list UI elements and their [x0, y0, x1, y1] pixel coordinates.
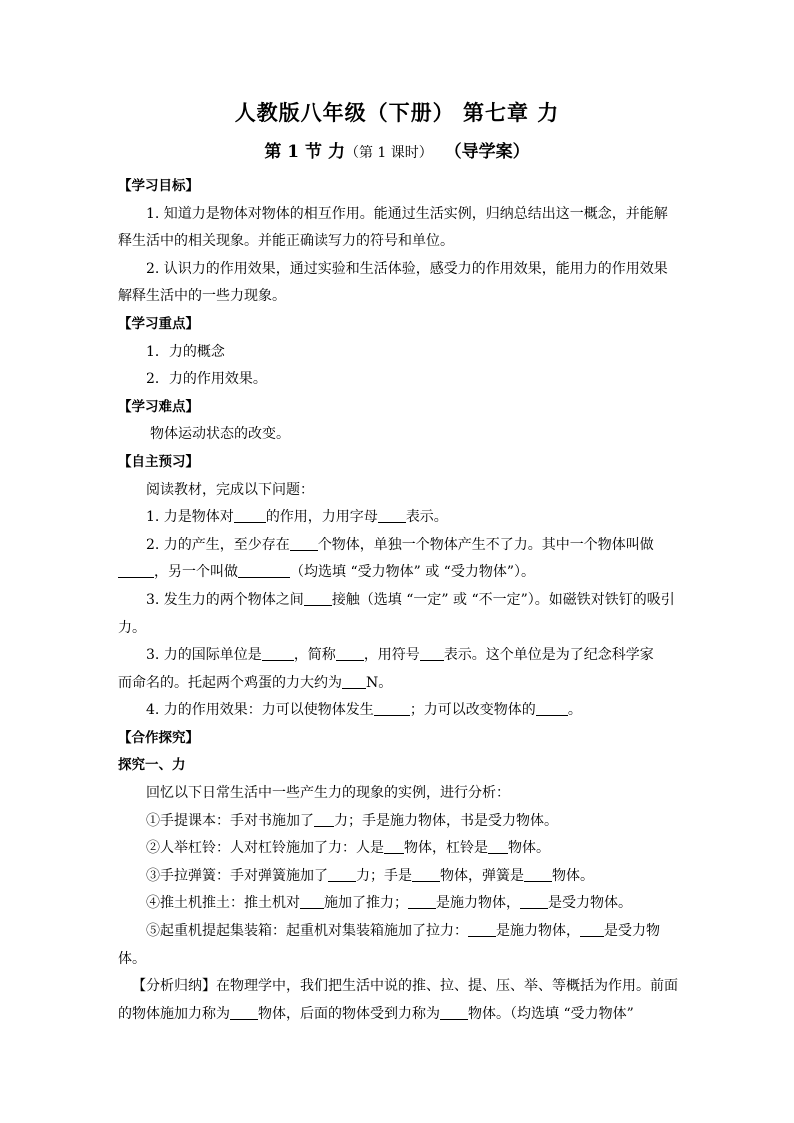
blank-field[interactable] [304, 591, 332, 606]
blank-field[interactable] [230, 1005, 258, 1020]
blank-field[interactable] [378, 508, 406, 523]
goals-heading: 【学习目标】 [118, 178, 199, 194]
doc-type-label: （导学案） [444, 142, 530, 162]
goal-item-2: 2. 认识力的作用效果，通过实验和生活体验，感受力的作用效果，能用力的作用效果解释生活中的一些力现象。 [118, 260, 668, 305]
preview-question-2: 2. 力的产生，至少存在 个物体，单独一个物体产生不了力。其中一个物体叫做，另一个叫做 （均选填 “受力物体” 或 “受力物体”）。 [118, 532, 678, 587]
preview-question-5: 4. 力的作用效果：力可以使物体发生 ；力可以改变物体的 。 [146, 702, 582, 719]
explore-example-4: ④推土机推土：推土机对 施加了推力； 是施力物体， 是受力物体。 [146, 895, 632, 912]
explore-intro: 回忆以下日常生活中一些产生力的现象的实例，进行分析： [146, 785, 510, 802]
preview-question-4: 3. 力的国际单位是 ，简称 ，用符号 表示。这个单位是为了纪念科学家 而命名的。托起两个鸡蛋的力大约为 N。 [118, 647, 654, 691]
blank-field[interactable] [262, 646, 294, 661]
explore-example-1: ①手提课本：手对书施加了 力；手是施力物体，书是受力物体。 [146, 812, 558, 829]
blank-field[interactable] [412, 867, 440, 882]
preview-heading: 【自主预习】 [118, 453, 199, 470]
blank-field[interactable] [300, 894, 324, 909]
goal-item-1: 1. 知道力是物体对物体的相互作用。能通过生活实例，归纳总结出这一概念，并能解释生活中的相关现象。并能正确读写力的符号和单位。 [118, 205, 668, 250]
explore-heading: 【合作探究】 [118, 729, 199, 746]
key-point-2: 2．力的作用效果。 [146, 371, 267, 388]
blank-field[interactable] [290, 536, 318, 551]
explore-example-3: ③手拉弹簧：手对弹簧施加了 力；手是 物体，弹簧是 物体。 [146, 867, 594, 884]
lesson-label: （第 1 课时） [344, 145, 433, 161]
explore-subheading: 探究一、力 [118, 757, 186, 774]
analysis-summary: 【分析归纳】在物理学中，我们把生活中说的推、拉、提、压、举、等概括为作用。前面的物体施加力称为 物体，后面的物体受到力称为 物体。（均选填 “受力物体” [118, 978, 678, 1022]
blank-field[interactable] [384, 839, 404, 854]
document-title: 人教版八年级（下册） 第七章 力 [234, 100, 560, 125]
blank-field[interactable] [420, 646, 444, 661]
blank-field[interactable] [336, 646, 364, 661]
section-name: 第 1 节 力 [264, 142, 345, 162]
blank-field[interactable] [238, 563, 290, 578]
blank-field[interactable] [374, 701, 410, 716]
preview-intro: 阅读教材，完成以下问题： [146, 481, 314, 498]
analysis-label: 【分析归纳】 [132, 978, 216, 995]
explore-example-2: ②人举杠铃：人对杠铃施加了力：人是 物体，杠铃是 物体。 [146, 840, 550, 857]
blank-field[interactable] [314, 812, 334, 827]
blank-field[interactable] [520, 894, 548, 909]
difficulty-heading: 【学习难点】 [118, 398, 199, 415]
preview-question-3: 3. 发生力的两个物体之间 接触（选填 “一定” 或 “不一定”）。如磁铁对铁钉的吸引力。 [118, 591, 675, 636]
blank-field[interactable] [342, 674, 366, 689]
blank-field[interactable] [536, 701, 568, 716]
blank-field[interactable] [488, 839, 508, 854]
section-subtitle [0, 137, 794, 162]
blank-field[interactable] [440, 1005, 468, 1020]
explore-example-5: ⑤起重机提起集装箱：起重机对集装箱施加了拉力： 是施力物体， 是受力物体。 [118, 923, 660, 967]
blank-field[interactable] [524, 867, 552, 882]
key-points-heading: 【学习重点】 [118, 315, 199, 332]
document-body [118, 173, 678, 1028]
preview-question-1: 1. 力是物体对 的作用，力用字母 表示。 [146, 509, 448, 526]
blank-field[interactable] [580, 922, 604, 937]
difficulty-item: 物体运动状态的改变。 [150, 426, 290, 443]
blank-field[interactable] [118, 563, 154, 578]
blank-field[interactable] [408, 894, 436, 909]
key-point-1: 1．力的概念 [146, 343, 225, 360]
blank-field[interactable] [328, 867, 356, 882]
blank-field[interactable] [234, 508, 266, 523]
blank-field[interactable] [468, 922, 496, 937]
